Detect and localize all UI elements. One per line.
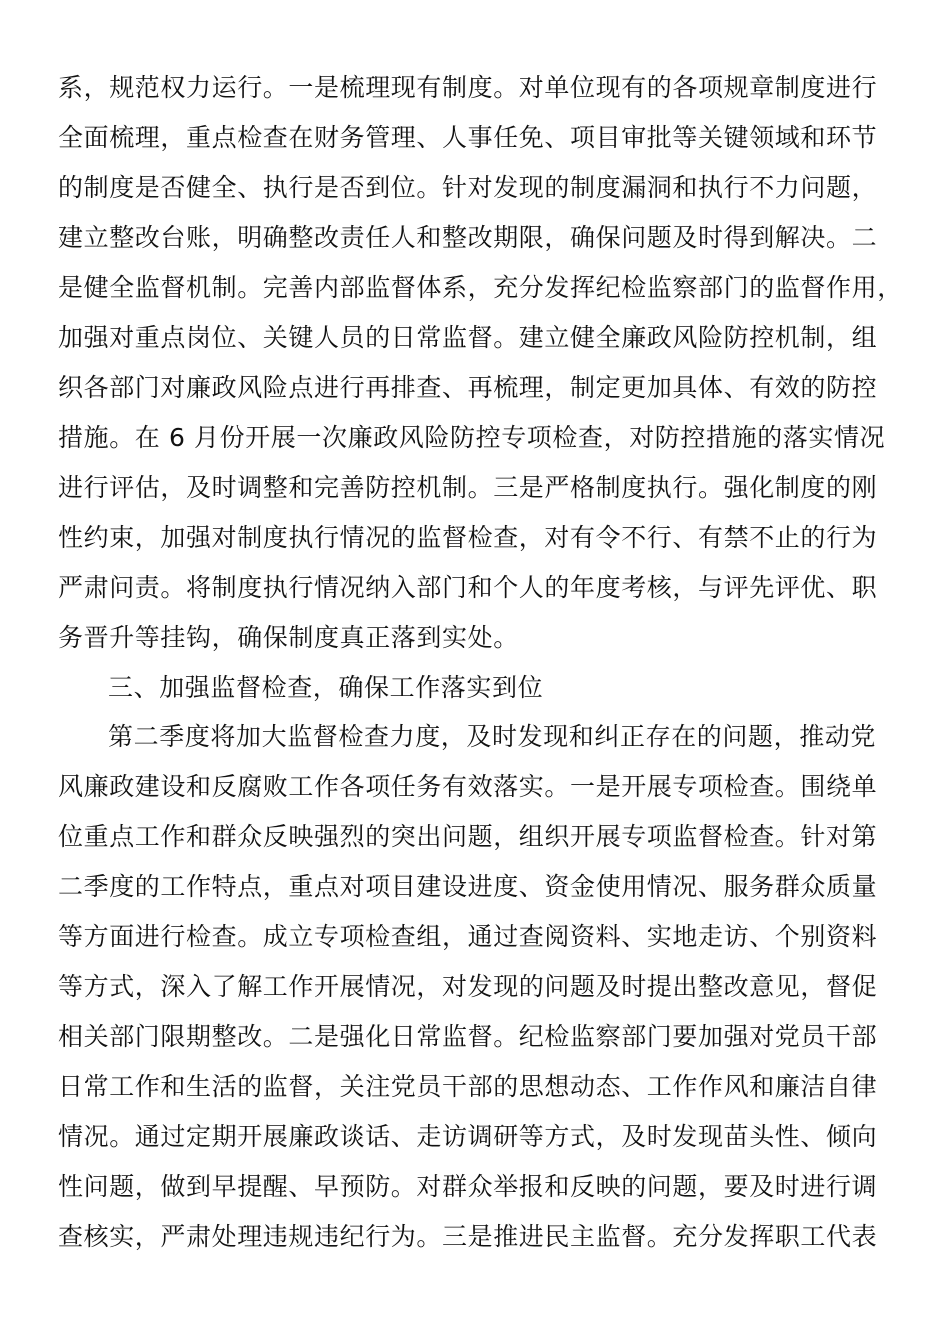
text-line: 等方面进行检查。成立专项检查组，通过查阅资料、实地走访、个别资料 bbox=[58, 922, 878, 951]
text-line: 二季度的工作特点，重点对项目建设进度、资金使用情况、服务群众质量 bbox=[58, 872, 878, 901]
text-line: 进行评估，及时调整和完善防控机制。三是严格制度执行。强化制度的刚 bbox=[58, 473, 878, 502]
text-line: 位重点工作和群众反映强烈的突出问题，组织开展专项监督检查。针对第 bbox=[58, 822, 878, 851]
paragraph-first-line: 第二季度将加大监督检查力度，及时发现和纠正存在的问题，推动党 bbox=[108, 722, 877, 751]
text-line: 措施。在 6 月份开展一次廉政风险防控专项检查，对防控措施的落实情况 bbox=[58, 423, 886, 452]
text-line: 系，规范权力运行。一是梳理现有制度。对单位现有的各项规章制度进行 bbox=[58, 73, 878, 102]
text-line: 的制度是否健全、执行是否到位。针对发现的制度漏洞和执行不力问题， bbox=[58, 173, 878, 202]
text-line: 织各部门对廉政风险点进行再排查、再梳理，制定更加具体、有效的防控 bbox=[58, 373, 878, 402]
text-line: 严肃问责。将制度执行情况纳入部门和个人的年度考核，与评先评优、职 bbox=[58, 573, 878, 602]
text-line: 性约束，加强对制度执行情况的监督检查，对有令不行、有禁不止的行为 bbox=[58, 523, 878, 552]
text-line: 日常工作和生活的监督，关注党员干部的思想动态、工作作风和廉洁自律 bbox=[58, 1072, 878, 1101]
text-line: 是健全监督机制。完善内部监督体系，充分发挥纪检监察部门的监督作用， bbox=[58, 273, 903, 302]
text-line: 相关部门限期整改。二是强化日常监督。纪检监察部门要加强对党员干部 bbox=[58, 1022, 878, 1051]
text-line: 建立整改台账，明确整改责任人和整改期限，确保问题及时得到解决。二 bbox=[58, 223, 878, 252]
text-line: 情况。通过定期开展廉政谈话、走访调研等方式，及时发现苗头性、倾向 bbox=[58, 1122, 878, 1151]
text-line: 等方式，深入了解工作开展情况，对发现的问题及时提出整改意见，督促 bbox=[58, 972, 878, 1001]
text-line: 加强对重点岗位、关键人员的日常监督。建立健全廉政风险防控机制，组 bbox=[58, 323, 878, 352]
text-line: 务晋升等挂钩，确保制度真正落到实处。 bbox=[58, 623, 519, 652]
text-line: 全面梳理，重点检查在财务管理、人事任免、项目审批等关键领域和环节 bbox=[58, 123, 878, 152]
text-line: 风廉政建设和反腐败工作各项任务有效落实。一是开展专项检查。围绕单 bbox=[58, 772, 878, 801]
text-line: 查核实，严肃处理违规违纪行为。三是推进民主监督。充分发挥职工代表 bbox=[58, 1222, 878, 1251]
text-line: 性问题，做到早提醒、早预防。对群众举报和反映的问题，要及时进行调 bbox=[58, 1172, 878, 1201]
section-heading: 三、加强监督检查，确保工作落实到位 bbox=[108, 673, 544, 702]
